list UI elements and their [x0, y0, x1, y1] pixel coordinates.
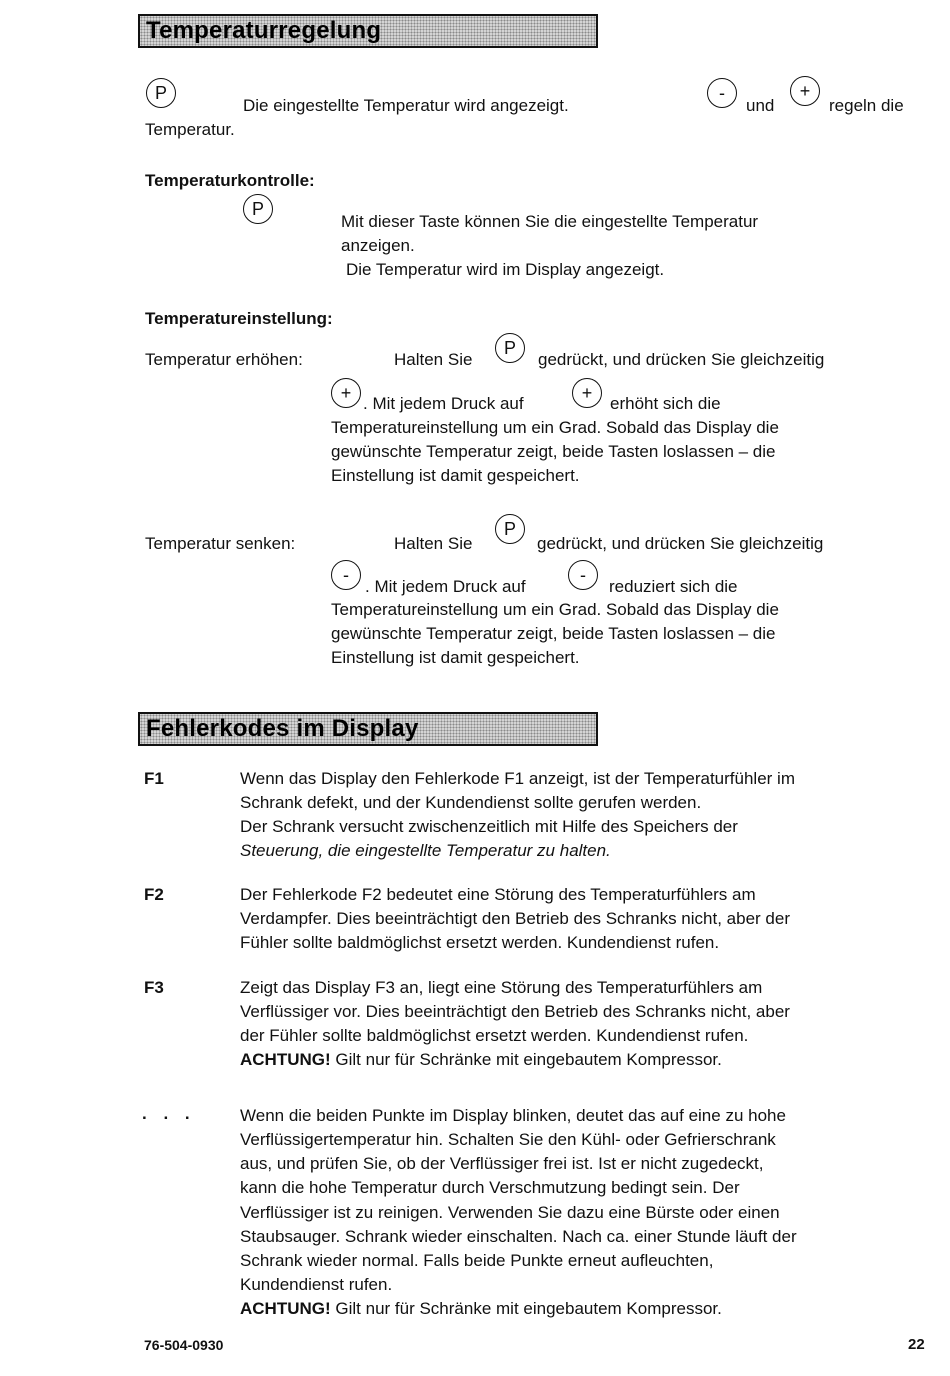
erhoehen-erhoeht: erhöht sich die [610, 394, 721, 413]
minus-key-icon: - [707, 78, 737, 108]
dots-line-7: Schrank wieder normal. Falls beide Punkte erneut aufleuchten, [240, 1251, 714, 1270]
achtung-label: ACHTUNG! [240, 1050, 331, 1069]
error-code-dots: . . . [142, 1104, 196, 1123]
dots-line-1: Wenn die beiden Punkte im Display blinken, deutet das auf eine zu hohe [240, 1106, 786, 1125]
section-heading-text: Temperaturregelung [146, 17, 382, 44]
kontrolle-line-2: anzeigen. [341, 236, 415, 255]
footer-page-number: 22 [908, 1336, 925, 1353]
p-key-icon: P [243, 194, 273, 224]
section-heading-text: Fehlerkodes im Display [146, 715, 419, 742]
erhoehen-cont-3: Einstellung ist damit gespeichert. [331, 466, 580, 485]
dots-line-2: Verflüssigertemperatur hin. Schalten Sie den Kühl- oder Gefrierschrank [240, 1130, 776, 1149]
erhoehen-cont-1: Temperatureinstellung um ein Grad. Sobald das Display die [331, 418, 779, 437]
error-code-f1: F1 [144, 769, 164, 788]
plus-key-icon: + [572, 378, 602, 408]
dots-line-8: Kundendienst rufen. [240, 1275, 393, 1294]
f1-line-2: Schrank defekt, und der Kundendienst sollte gerufen werden. [240, 793, 702, 812]
intro-und: und [746, 96, 775, 115]
plus-key-icon: + [331, 378, 361, 408]
senken-label: Temperatur senken: [145, 534, 296, 553]
section-heading-fehlerkodes [138, 712, 598, 746]
f2-line-2: Verdampfer. Dies beeinträchtigt den Betrieb des Schranks nicht, aber der [240, 909, 790, 928]
erhoehen-halten: Halten Sie [394, 350, 473, 369]
senken-reduziert: reduziert sich die [609, 577, 738, 596]
p-key-icon: P [495, 514, 525, 544]
senken-cont-3: Einstellung ist damit gespeichert. [331, 648, 580, 667]
kontrolle-title: Temperaturkontrolle: [145, 171, 315, 190]
senken-gedrueckt: gedrückt, und drücken Sie gleichzeitig [537, 534, 824, 553]
p-key-icon: P [495, 333, 525, 363]
f1-line-1: Wenn das Display den Fehlerkode F1 anzeigt, ist der Temperaturfühler im [240, 769, 795, 788]
kontrolle-line-3: Die Temperatur wird im Display angezeigt. [346, 260, 665, 279]
f2-line-1: Der Fehlerkode F2 bedeutet eine Störung des Temperaturfühlers am [240, 885, 756, 904]
f1-line-3: Der Schrank versucht zwischenzeitlich mit Hilfe des Speichers der [240, 817, 738, 836]
einstellung-title: Temperatureinstellung: [145, 309, 333, 328]
achtung-text: Gilt nur für Schränke mit eingebautem Kompressor. [335, 1050, 722, 1069]
f1-line-4: Steuerung, die eingestellte Temperatur zu halten. [240, 841, 611, 860]
f3-line-2: Verflüssiger vor. Dies beeinträchtigt den Betrieb des Schranks nicht, aber [240, 1002, 790, 1021]
erhoehen-label: Temperatur erhöhen: [145, 350, 303, 369]
senken-halten: Halten Sie [394, 534, 473, 553]
minus-key-icon: - [568, 560, 598, 590]
dots-line-3: aus, und prüfen Sie, ob der Verflüssiger frei ist. Ist er nicht zugedeckt, [240, 1154, 764, 1173]
dots-line-4: kann die hohe Temperatur durch Verschmutzung bedingt sein. Der [240, 1178, 740, 1197]
p-key-icon: P [146, 78, 176, 108]
error-code-f2: F2 [144, 885, 164, 904]
section-heading-temperaturregelung [138, 14, 598, 48]
plus-key-icon: + [790, 76, 820, 106]
achtung-text: Gilt nur für Schränke mit eingebautem Kompressor. [335, 1299, 722, 1318]
dots-line-6: Staubsauger. Schrank wieder einschalten. Nach ca. einer Stunde läuft der [240, 1227, 797, 1246]
senken-cont-2: gewünschte Temperatur zeigt, beide Tasten loslassen – die [331, 624, 776, 643]
minus-key-icon: - [331, 560, 361, 590]
erhoehen-gedrueckt: gedrückt, und drücken Sie gleichzeitig [538, 350, 825, 369]
erhoehen-mit-jedem: . Mit jedem Druck auf [363, 394, 524, 413]
intro-text: Die eingestellte Temperatur wird angezeigt. [243, 96, 569, 115]
error-code-f3: F3 [144, 978, 164, 997]
erhoehen-cont-2: gewünschte Temperatur zeigt, beide Tasten loslassen – die [331, 442, 776, 461]
dots-line-5: Verflüssiger ist zu reinigen. Verwenden Sie dazu eine Bürste oder einen [240, 1203, 780, 1222]
senken-cont-1: Temperatureinstellung um ein Grad. Sobald das Display die [331, 600, 779, 619]
kontrolle-line-1: Mit dieser Taste können Sie die eingestellte Temperatur [341, 212, 759, 231]
achtung-label: ACHTUNG! [240, 1299, 331, 1318]
f3-line-3: der Fühler sollte baldmöglichst ersetzt werden. Kundendienst rufen. [240, 1026, 749, 1045]
intro-regeln: regeln die [829, 96, 904, 115]
senken-mit-jedem: . Mit jedem Druck auf [365, 577, 526, 596]
intro-continuation: Temperatur. [145, 120, 235, 139]
footer-doc-number: 76-504-0930 [144, 1337, 224, 1353]
f2-line-3: Fühler sollte baldmöglichst ersetzt werden. Kundendienst rufen. [240, 933, 720, 952]
dots-achtung [240, 1299, 722, 1319]
f3-line-1: Zeigt das Display F3 an, liegt eine Störung des Temperaturfühlers am [240, 978, 763, 997]
f3-achtung [240, 1050, 722, 1070]
